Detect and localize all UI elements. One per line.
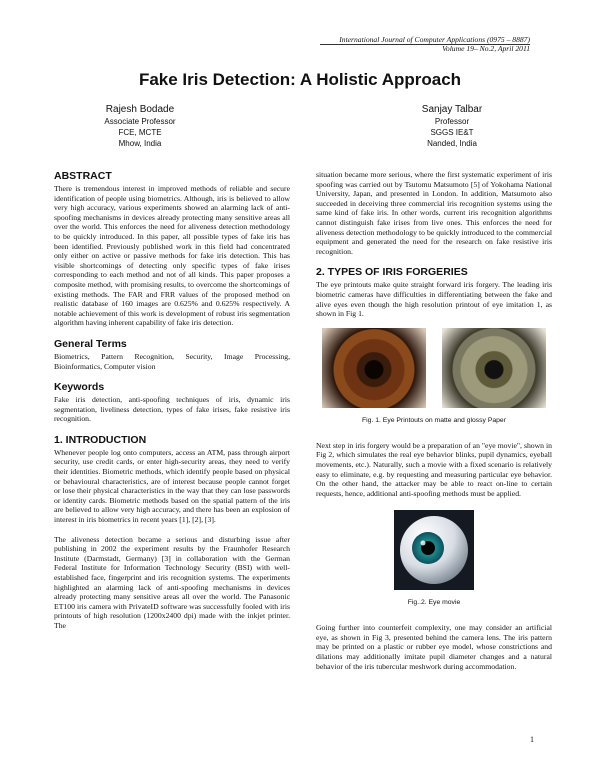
types-heading: 2. TYPES OF IRIS FORGERIES xyxy=(316,266,468,279)
author-role: Professor xyxy=(434,117,470,126)
figure-2-caption: Fig..2. Eye movie xyxy=(407,599,461,607)
intro-paragraph-1: Whenever people log onto computers, access an ATM, pass through airport security, use credit cards, or enter high-security areas, they need to verify their identities. Biometric methods, which identify people based on physical or behavioural characteristics, are of interest because people cannot forget or lose their physical characteristics in the way that they can lose passwords or identity cards. Biometric methods based on the spatial pattern of the iris are believed to allow very high accuracy, and there has been an explosion of interest in iris biometrics in recent years [1], [2], [3]. xyxy=(54,447,290,525)
intro-paragraph-2: The aliveness detection became a serious and disturbing issue after publishing in 2002 the experiment results by the Fraunhofer Research Institute (Darmstadt, Germany) [3] in collaboration with the German Federal Institute for Information Technology Security (BSI) with well-established face, fingerprint and iris recognition systems. The experiments highlighted an alarming lack of anti-spoofing mechanisms in devices already protecting many sensitive areas all over the world. The Panasonic ET100 iris camera with PrivateID software was successfully fooled with iris printouts of high resolution (1200x2400 dpi) made with the inkjet printer. The xyxy=(54,534,290,630)
general-terms-text: Biometrics, Pattern Recognition, Security, Image Processing, Bioinformatics, Computer vision xyxy=(54,351,290,371)
eye-printout-glossy-image xyxy=(442,328,546,408)
intro-paragraph-3: situation became more serious, where the first systematic experiment of iris spoofing was carried out by Tsutomu Matsumoto [5] of Yokohama National University, Japan, and presented in London. In addition, Matsumoto also succeeded in deceiving three commercial iris recognition systems using the same kind of fake iris. In other words, current iris recognition algorithms cannot distinguish fake irises from live ones. This enforces the need for aliveness detection methodology to be quickly introduced to the commercial equipment and generated the need for the research on fake resistive iris recognition. xyxy=(316,170,552,256)
author-org: SGGS IE&T xyxy=(430,128,474,137)
types-paragraph-3: Going further into counterfeit complexity, one may consider an artificial eye, as shown in Fig 3, presented behind the camera lens. The iris pattern may be printed on a plastic or rubber eye model, whose constrictions and dilations may additionally imitate pupil diameter changes and a natural behavior of the iris tubercular meshwork during accommodation. xyxy=(316,623,552,671)
author-block-1 xyxy=(40,103,240,149)
author-block-2 xyxy=(352,103,552,149)
page-number: 1 xyxy=(530,735,534,744)
eye-movie-image xyxy=(394,510,474,590)
abstract-heading: ABSTRACT xyxy=(54,170,112,182)
figure-1-caption: Fig. 1. Eye Printouts on matte and glossy Paper xyxy=(362,416,506,424)
author-role: Associate Professor xyxy=(104,117,176,126)
author-name: Sanjay Talbar xyxy=(421,104,483,115)
general-terms-heading: General Terms xyxy=(54,337,127,350)
journal-name: International Journal of Computer Applications (0975 – 8887) xyxy=(339,35,530,44)
introduction-heading: 1. INTRODUCTION xyxy=(54,433,147,446)
abstract-text: There is tremendous interest in improved methods of reliable and secure identification of people using biometrics. Although, iris is believed to allow very high accuracy, various experiments showed an alarming lack of anti-spoofing mechanisms in devices already protecting many sensitive areas all over the world. This enforces the need for aliveness detection methodology to be quickly introduced. In this paper, all possible types of fake iris has been identified. Previously published work in this field had concentrated only either on active or passive methods for fake iris detection. This has visible shortcomings of detecting only specific types of fake irises corresponding to each method and not of all kinds. This paper proposes a composite method, with promising results, to overcome the shortcomings of existing methods. The FAR and FRR values of the proposed method on realistic database of 160 images are 0.625% and 0.625% respectively. A notable achievement of this work is development of robust iris segmentation algorithm having inherent capability of fake iris detection. xyxy=(54,184,290,328)
author-place: Mhow, India xyxy=(118,139,162,148)
keywords-text: Fake iris detection, anti-spoofing techniques of iris, dynamic iris segmentation, liveliness detection, types of fake irises, fake resistive iris recognition. xyxy=(54,395,290,424)
types-paragraph-1: The eye printouts make quite straight forward iris forgery. The leading iris biometric cameras have difficulties in differentiating between the fake and alive eyes even though the high resolution printout of eye imitation 1, as shown in Fig 1. xyxy=(316,280,552,319)
right-column xyxy=(316,170,552,671)
author-place: Nanded, India xyxy=(427,139,477,148)
figure-1 xyxy=(322,328,546,408)
journal-volume: Volume 19– No.2, April 2011 xyxy=(442,44,530,53)
paper-title: Fake Iris Detection: A Holistic Approach xyxy=(138,70,462,89)
types-paragraph-2: Next step in iris forgery would be a preparation of an "eye movie", shown in Fig 2, which simulates the real eye behavior blinks, pupil dynamics, eyeball movements, etc.). Naturally, such a movie with a fixed scenario is relatively easy to eliminate, e.g. by requesting and measuring particular eye behavior. On the other hand, the attacker may be able to react on-line to certain requests, hence, additional anti-spoofing methods must be applied. xyxy=(316,440,552,498)
keywords-heading: Keywords xyxy=(54,381,105,394)
journal-header xyxy=(339,35,530,53)
author-org: FCE, MCTE xyxy=(118,128,162,137)
left-column xyxy=(54,170,290,631)
eye-printout-matte-image xyxy=(322,328,426,408)
author-name: Rajesh Bodade xyxy=(105,104,175,115)
